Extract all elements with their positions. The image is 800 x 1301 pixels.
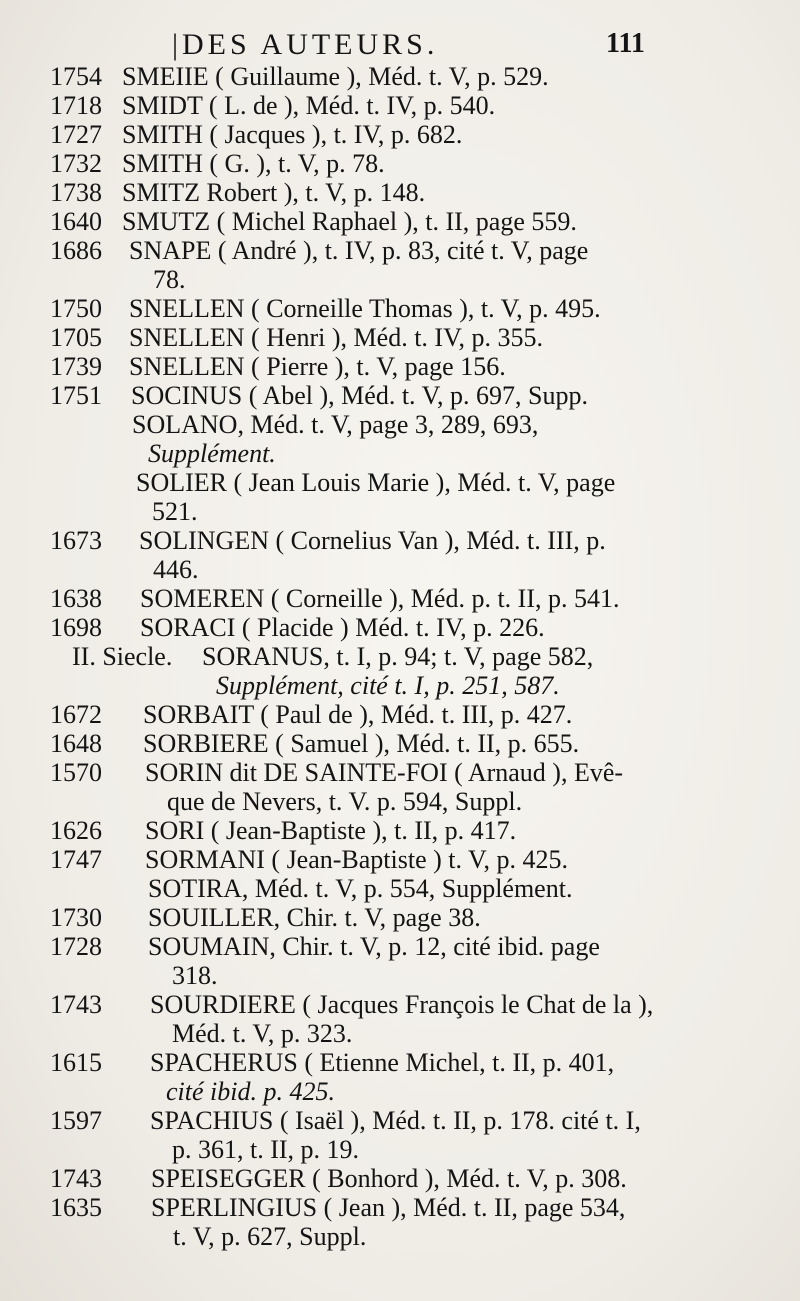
entry-year: 1743 [50,1164,102,1193]
page-header [0,26,800,66]
entry-year: 1640 [50,207,102,236]
entry-year: 1626 [50,816,102,845]
entry-text: SMITH ( Jacques ), t. IV, p. 682. [122,120,463,149]
entry-text: SMEIIE ( Guillaume ), Méd. t. V, p. 529. [122,62,549,91]
entry-text: SORI ( Jean-Baptiste ), t. II, p. 417. [145,816,517,845]
entry-year: 1727 [50,120,102,149]
entry-year: 1638 [50,584,102,613]
entry-year: 1730 [50,903,102,932]
entry-text: SMUTZ ( Michel Raphael ), t. II, page 559. [122,207,577,236]
entry-text: SORANUS, t. I, p. 94; t. V, page 582, [202,642,594,671]
entry-year: 1743 [50,990,102,1019]
entry-text: SOUMAIN, Chir. t. V, p. 12, cité ibid. page [148,932,600,961]
entry-text: SMIDT ( L. de ), Méd. t. IV, p. 540. [122,91,496,120]
entry-year: 1738 [50,178,102,207]
entry-year: 1747 [50,845,102,874]
entry-text: SNAPE ( André ), t. IV, p. 83, cité t. V, page [129,236,589,265]
entry-text: SNELLEN ( Corneille Thomas ), t. V, p. 495. [129,294,601,323]
entry-text: SOTIRA, Méd. t. V, p. 554, Supplément. [148,874,573,903]
entry-year: 1570 [50,758,102,787]
entry-text: SOURDIERE ( Jacques François le Chat de la ), [150,990,654,1019]
entry-text: SPERLINGIUS ( Jean ), Méd. t. II, page 534, [151,1193,626,1222]
entry-continuation: Supplément, cité t. I, p. 251, 587. [216,671,560,700]
entry-year: 1698 [50,613,102,642]
entry-text: SORMANI ( Jean-Baptiste ) t. V, p. 425. [145,845,568,874]
entry-year: 1615 [50,1048,102,1077]
entry-text: SNELLEN ( Henri ), Méd. t. IV, p. 355. [129,323,544,352]
entry-text: SORBIERE ( Samuel ), Méd. t. II, p. 655. [143,729,580,758]
entry-continuation: 446. [153,555,199,584]
entry-text: SMITH ( G. ), t. V, p. 78. [122,149,385,178]
entry-year: 1718 [50,91,102,120]
entry-continuation: 521. [152,497,198,526]
page-number: 111 [606,28,645,59]
entry-continuation: Méd. t. V, p. 323. [172,1019,353,1048]
entry-year: 1754 [50,62,102,91]
entry-continuation: 78. [153,265,186,294]
entry-text: SORIN dit DE SAINTE-FOI ( Arnaud ), Evê- [145,758,624,787]
entry-year: 1635 [50,1193,102,1222]
running-title: |DES AUTEURS. [172,28,439,61]
entry-year: 1732 [50,149,102,178]
entry-year: 1686 [50,236,102,265]
entry-year: II. Siecle. [72,642,173,671]
entry-text: SOUILLER, Chir. t. V, page 38. [148,903,481,932]
entry-continuation: cité ibid. p. 425. [166,1077,335,1106]
entry-text: SOLANO, Méd. t. V, page 3, 289, 693, [132,410,539,439]
entry-text: SOLIER ( Jean Louis Marie ), Méd. t. V, page [136,468,616,497]
entry-year: 1751 [50,381,102,410]
entry-year: 1597 [50,1106,102,1135]
entry-year: 1673 [50,526,102,555]
entry-text: SPACHIUS ( Isaël ), Méd. t. II, p. 178. cité t. I, [150,1106,641,1135]
entry-text: SOCINUS ( Abel ), Méd. t. V, p. 697, Supp. [131,381,588,410]
entry-continuation: p. 361, t. II, p. 19. [172,1135,360,1164]
entry-text: SOLINGEN ( Cornelius Van ), Méd. t. III, p. [139,526,606,555]
entry-text: SOMEREN ( Corneille ), Méd. p. t. II, p. 541. [140,584,620,613]
entry-year: 1705 [50,323,102,352]
entry-continuation: t. V, p. 627, Suppl. [173,1222,367,1251]
entry-year: 1739 [50,352,102,381]
entry-continuation: Supplément. [148,439,276,468]
entry-text: SPEISEGGER ( Bonhord ), Méd. t. V, p. 308. [151,1164,627,1193]
entry-continuation: que de Nevers, t. V. p. 594, Suppl. [167,787,523,816]
entry-text: SNELLEN ( Pierre ), t. V, page 156. [129,352,506,381]
entry-continuation: 318. [172,961,218,990]
entry-text: SPACHERUS ( Etienne Michel, t. II, p. 401, [150,1048,615,1077]
entry-year: 1750 [50,294,102,323]
entry-text: SORACI ( Placide ) Méd. t. IV, p. 226. [140,613,545,642]
entry-year: 1672 [50,700,102,729]
entry-text: SMITZ Robert ), t. V, p. 148. [122,178,426,207]
entry-year: 1648 [50,729,102,758]
entry-text: SORBAIT ( Paul de ), Méd. t. III, p. 427. [143,700,573,729]
entry-year: 1728 [50,932,102,961]
